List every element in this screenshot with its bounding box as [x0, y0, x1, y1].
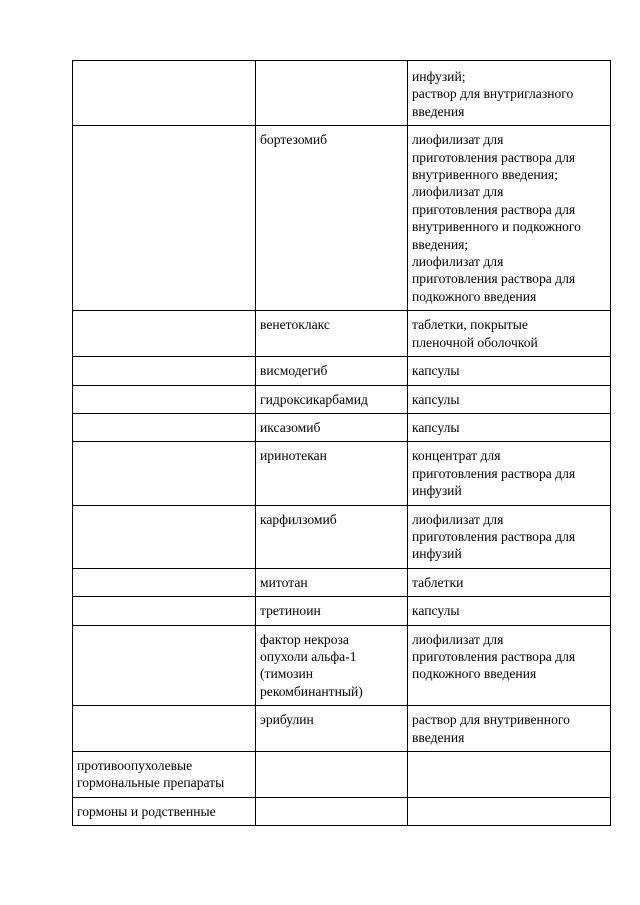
- drug-name-cell: [256, 797, 408, 825]
- category-cell: гормоны и родственные: [73, 797, 256, 825]
- drug-name-cell: митотан: [256, 568, 408, 596]
- category-cell: [73, 413, 256, 441]
- dosage-form-cell: капсулы: [408, 357, 611, 385]
- dosage-form-cell: таблетки: [408, 568, 611, 596]
- drug-table: [72, 60, 611, 826]
- table-row: [73, 126, 611, 311]
- category-cell: [73, 625, 256, 706]
- drug-name-cell: бортезомиб: [256, 126, 408, 311]
- category-cell: [73, 126, 256, 311]
- dosage-form-cell: капсулы: [408, 597, 611, 625]
- table-row: [73, 752, 611, 798]
- category-cell: [73, 442, 256, 505]
- drug-name-cell: висмодегиб: [256, 357, 408, 385]
- dosage-form-cell: концентрат для приготовления раствора для инфузий: [408, 442, 611, 505]
- dosage-form-cell: капсулы: [408, 413, 611, 441]
- drug-name-cell: карфилзомиб: [256, 505, 408, 568]
- table-row: [73, 797, 611, 825]
- dosage-form-cell: лиофилизат для приготовления раствора для внутривенного введения; лиофилизат для приготовления раствора для внутривенного и подкожного введения; лиофилизат для приготовления раствора для подкожного введения: [408, 126, 611, 311]
- dosage-form-cell: инфузий; раствор для внутриглазного введения: [408, 61, 611, 126]
- table-row: [73, 505, 611, 568]
- table-row: [73, 357, 611, 385]
- category-cell: [73, 385, 256, 413]
- category-cell: [73, 568, 256, 596]
- table-row: [73, 597, 611, 625]
- drug-name-cell: [256, 61, 408, 126]
- drug-name-cell: иринотекан: [256, 442, 408, 505]
- dosage-form-cell: капсулы: [408, 385, 611, 413]
- category-cell: [73, 706, 256, 752]
- table-row: [73, 61, 611, 126]
- drug-name-cell: венетоклакс: [256, 311, 408, 357]
- drug-name-cell: эрибулин: [256, 706, 408, 752]
- drug-name-cell: третиноин: [256, 597, 408, 625]
- table-row: [73, 442, 611, 505]
- category-cell: [73, 61, 256, 126]
- dosage-form-cell: [408, 752, 611, 798]
- drug-name-cell: гидроксикарбамид: [256, 385, 408, 413]
- table-row: [73, 568, 611, 596]
- category-cell: [73, 357, 256, 385]
- table-row: [73, 311, 611, 357]
- table-row: [73, 625, 611, 706]
- dosage-form-cell: раствор для внутривенного введения: [408, 706, 611, 752]
- table-row: [73, 706, 611, 752]
- dosage-form-cell: таблетки, покрытые пленочной оболочкой: [408, 311, 611, 357]
- category-cell: [73, 311, 256, 357]
- drug-name-cell: [256, 752, 408, 798]
- category-cell: противоопухолевые гормональные препараты: [73, 752, 256, 798]
- drug-name-cell: фактор некроза опухоли альфа-1 (тимозин рекомбинантный): [256, 625, 408, 706]
- dosage-form-cell: [408, 797, 611, 825]
- drug-name-cell: иксазомиб: [256, 413, 408, 441]
- table-row: [73, 413, 611, 441]
- dosage-form-cell: лиофилизат для приготовления раствора для подкожного введения: [408, 625, 611, 706]
- category-cell: [73, 597, 256, 625]
- dosage-form-cell: лиофилизат для приготовления раствора для инфузий: [408, 505, 611, 568]
- table-row: [73, 385, 611, 413]
- category-cell: [73, 505, 256, 568]
